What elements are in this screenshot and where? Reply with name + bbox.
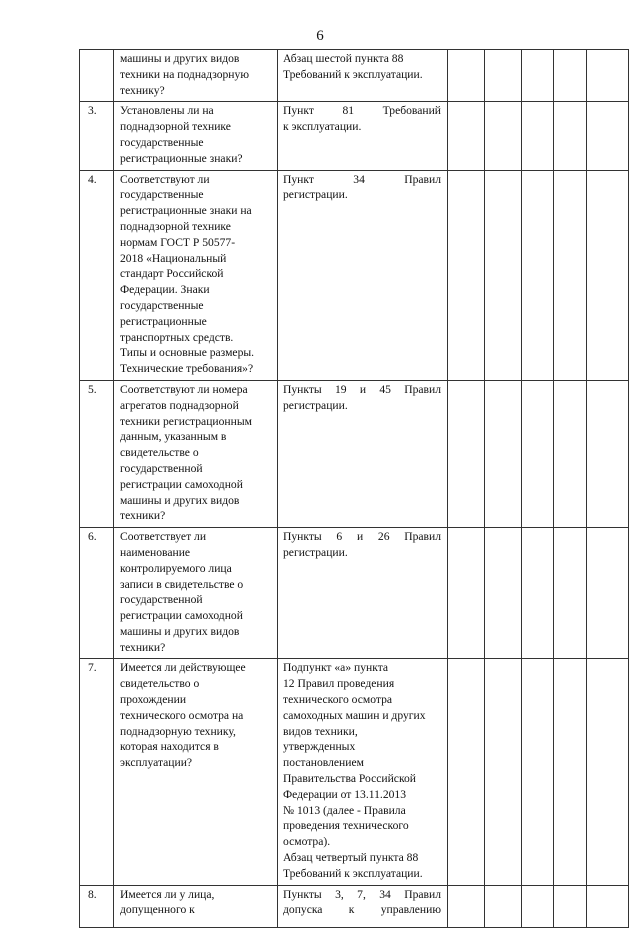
reference-line: осмотра). (283, 835, 331, 849)
answer-cell[interactable] (448, 659, 485, 885)
table-row (80, 50, 629, 102)
reference-line: Требований к эксплуатации. (283, 866, 423, 880)
row-number: 5. (80, 380, 114, 527)
reference-line: Абзац шестой пункта 88 (283, 52, 404, 65)
reference-line: Пункты 19 и 45 Правил (283, 382, 441, 396)
answer-cell[interactable] (485, 659, 522, 885)
answer-cell[interactable] (485, 885, 522, 927)
reference-line: постановлением (283, 756, 364, 770)
question-line: эксплуатации? (120, 756, 193, 770)
answer-cell[interactable] (587, 102, 629, 170)
reference-line: Пункт 34 Правил (283, 172, 441, 186)
answer-cell[interactable] (554, 659, 587, 885)
answer-cell[interactable] (485, 102, 522, 170)
row-number (80, 50, 114, 102)
reference-line: к эксплуатации. (283, 120, 362, 134)
question-line: техники? (120, 640, 166, 654)
reference-line: утвержденных (283, 740, 356, 754)
row-number: 6. (80, 528, 114, 659)
answer-cell[interactable] (554, 380, 587, 527)
requirement-question (114, 50, 278, 102)
question-line: контролируемого лица (120, 561, 232, 575)
reference-line: Абзац четвертый пункта 88 (283, 851, 419, 865)
question-line: государственные (120, 135, 204, 149)
table-row (80, 380, 629, 527)
question-line: стандарт Российской (120, 267, 224, 281)
row-number: 3. (80, 102, 114, 170)
question-line: Соответствует ли (120, 530, 207, 544)
question-line: Федерации. Знаки (120, 283, 210, 297)
question-line: регистрации самоходной (120, 477, 243, 491)
question-line: Соответствуют ли (120, 172, 210, 186)
requirement-question (114, 102, 278, 170)
question-line: государственной (120, 461, 203, 475)
question-line: техники регистрационным (120, 414, 252, 428)
question-line: которая находится в (120, 740, 219, 754)
answer-cell[interactable] (554, 170, 587, 380)
reference-line: Правительства Российской (283, 772, 416, 786)
answer-cell[interactable] (485, 170, 522, 380)
question-line: машины и других видов (120, 52, 240, 65)
answer-cell[interactable] (554, 885, 587, 927)
question-line: транспортных средств. (120, 330, 234, 344)
requirement-question (114, 528, 278, 659)
table-row (80, 885, 629, 927)
requirements-table (79, 49, 629, 928)
question-line: государственные (120, 188, 204, 202)
question-line: свидетельстве о (120, 446, 199, 460)
question-line: регистрационные знаки? (120, 151, 243, 165)
reference-line: технического осмотра (283, 693, 393, 707)
answer-cell[interactable] (448, 885, 485, 927)
reference-line: Пункты 3, 7, 34 Правил (283, 887, 441, 901)
question-line: нормам ГОСТ Р 50577- (120, 235, 236, 249)
answer-cell[interactable] (485, 380, 522, 527)
requirement-question (114, 885, 278, 927)
reference-line: регистрации. (283, 398, 348, 412)
question-line: машины и других видов (120, 493, 240, 507)
question-line: агрегатов поднадзорной (120, 398, 239, 412)
question-line: записи в свидетельстве о (120, 577, 244, 591)
answer-cell[interactable] (448, 170, 485, 380)
row-number: 4. (80, 170, 114, 380)
question-line: государственные (120, 298, 204, 312)
answer-cell[interactable] (522, 659, 554, 885)
answer-cell[interactable] (587, 50, 629, 102)
table-row (80, 528, 629, 659)
reference-line: Подпункт «а» пункта (283, 661, 389, 675)
row-number: 7. (80, 659, 114, 885)
question-line: Соответствуют ли номера (120, 382, 248, 396)
answer-cell[interactable] (587, 380, 629, 527)
reference-line: Федерации от 13.11.2013 (283, 787, 407, 801)
question-line: прохождении (120, 693, 187, 707)
legal-reference (278, 170, 448, 380)
reference-line: регистрации. (283, 188, 348, 202)
question-line: Установлены ли на (120, 104, 214, 118)
reference-line: 12 Правил проведения (283, 677, 395, 691)
question-line: Технические требования»? (120, 362, 254, 376)
reference-line: видов техники, (283, 724, 358, 738)
reference-line: № 1013 (далее - Правила (283, 803, 406, 817)
requirement-question (114, 659, 278, 885)
legal-reference (278, 102, 448, 170)
answer-cell[interactable] (587, 170, 629, 380)
answer-cell[interactable] (522, 885, 554, 927)
answer-cell[interactable] (485, 50, 522, 102)
legal-reference (278, 380, 448, 527)
legal-reference (278, 659, 448, 885)
question-line: Типы и основные размеры. (120, 346, 255, 360)
answer-cell[interactable] (522, 102, 554, 170)
table-row (80, 659, 629, 885)
answer-cell[interactable] (587, 528, 629, 659)
requirement-question (114, 170, 278, 380)
question-line: Имеется ли у лица, (120, 887, 215, 901)
answer-cell[interactable] (522, 380, 554, 527)
table-row (80, 102, 629, 170)
question-line: регистрации самоходной (120, 609, 243, 623)
question-line: Имеется ли действующее (120, 661, 246, 675)
question-line: данным, указанным в (120, 430, 227, 444)
answer-cell[interactable] (587, 885, 629, 927)
question-line: поднадзорную технику, (120, 724, 236, 738)
answer-cell[interactable] (587, 659, 629, 885)
answer-cell[interactable] (522, 528, 554, 659)
legal-reference (278, 50, 448, 102)
question-line: техники? (120, 509, 166, 523)
reference-line: проведения технического (283, 819, 409, 833)
question-line: свидетельство о (120, 677, 200, 691)
answer-cell[interactable] (485, 528, 522, 659)
answer-cell[interactable] (448, 50, 485, 102)
question-line: машины и других видов (120, 624, 240, 638)
answer-cell[interactable] (522, 170, 554, 380)
requirement-question (114, 380, 278, 527)
question-line: допущенного к (120, 903, 195, 917)
reference-line: Требований к эксплуатации. (283, 67, 423, 81)
question-line: наименование (120, 545, 191, 559)
row-number: 8. (80, 885, 114, 927)
question-line: поднадзорной технике (120, 120, 231, 134)
answer-cell[interactable] (522, 50, 554, 102)
answer-cell[interactable] (448, 102, 485, 170)
question-line: технического осмотра на (120, 708, 244, 722)
answer-cell[interactable] (554, 528, 587, 659)
reference-line: регистрации. (283, 545, 348, 559)
question-line: регистрационные (120, 314, 207, 328)
question-line: регистрационные знаки на (120, 204, 252, 218)
legal-reference (278, 885, 448, 927)
answer-cell[interactable] (448, 528, 485, 659)
table-row (80, 170, 629, 380)
reference-line: допуска к управлению (283, 903, 441, 917)
answer-cell[interactable] (554, 102, 587, 170)
answer-cell[interactable] (448, 380, 485, 527)
answer-cell[interactable] (554, 50, 587, 102)
reference-line: самоходных машин и других (283, 708, 426, 722)
question-line: техники на поднадзорную (120, 67, 249, 81)
question-line: поднадзорной технике (120, 219, 231, 233)
reference-line: Пункт 81 Требований (283, 104, 441, 118)
question-line: технику? (120, 83, 165, 97)
legal-reference (278, 528, 448, 659)
reference-line: Пункты 6 и 26 Правил (283, 530, 441, 544)
question-line: 2018 «Национальный (120, 251, 227, 265)
question-line: государственной (120, 593, 203, 607)
page-number: 6 (316, 28, 324, 44)
